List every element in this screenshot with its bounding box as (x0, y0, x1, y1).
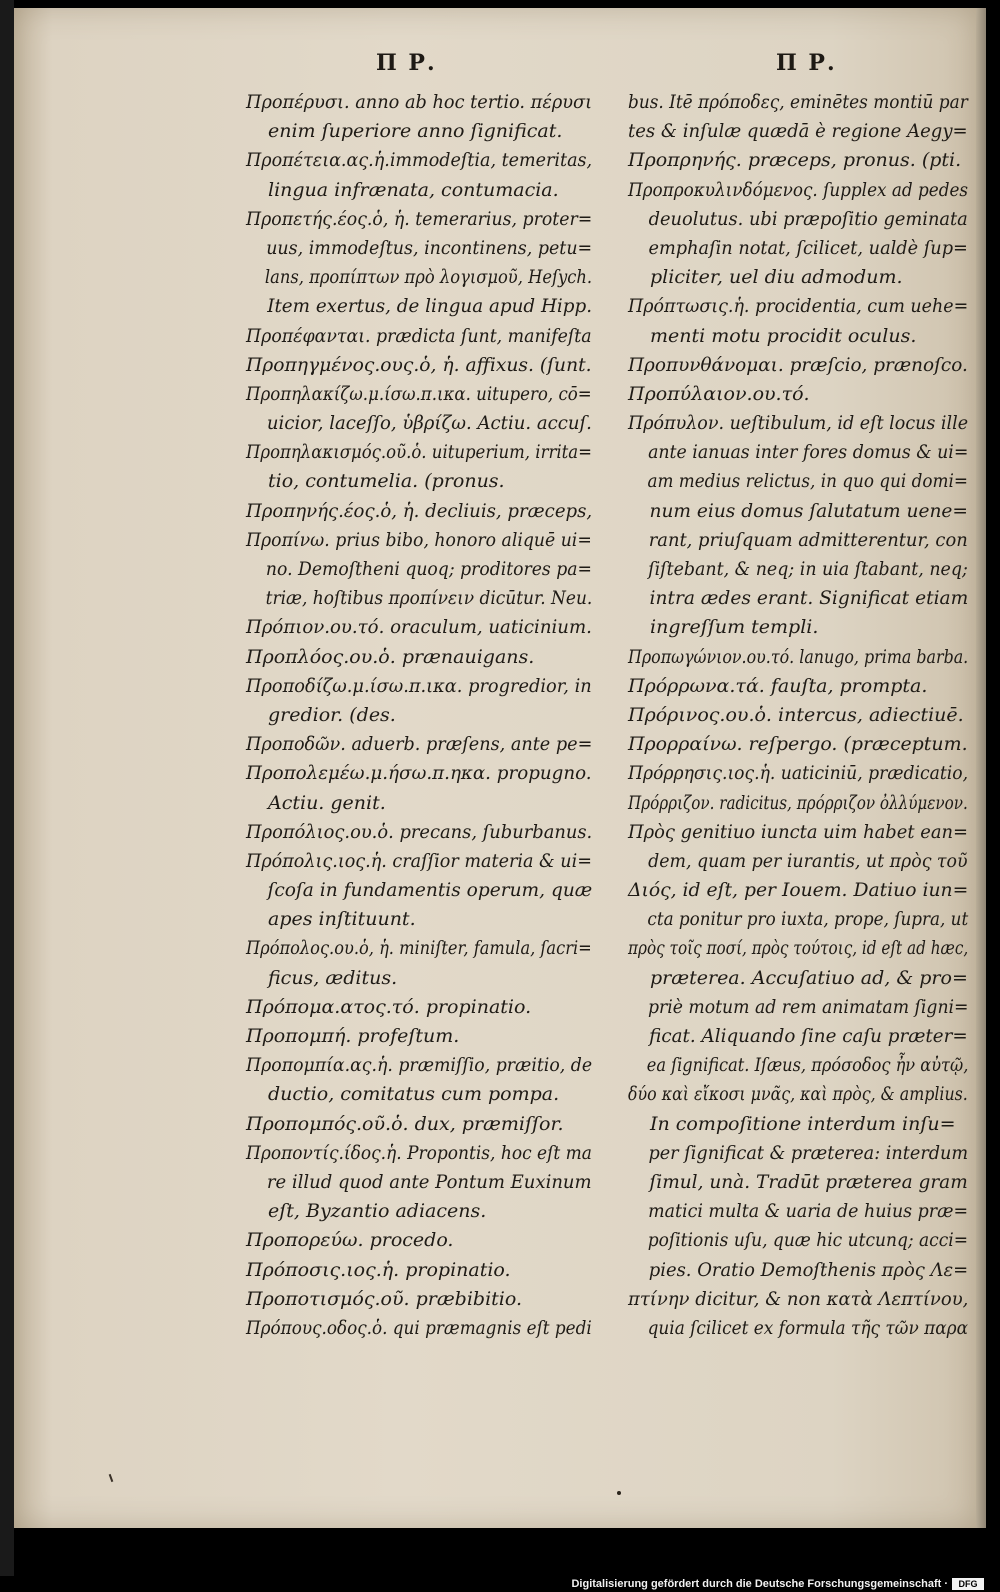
page-edge-right (976, 8, 986, 1528)
text-line: ficus, æditus. (268, 966, 398, 989)
text-line: Προπυνθάνομαι. præſcio, prænoſco. (628, 353, 968, 376)
text-line: pies. Oratio Demoſthenis πρὸς Λε= (648, 1258, 969, 1281)
text-line: Προπορεύω. procedo. (246, 1229, 454, 1252)
text-line: am medius relictus, in quo qui domi= (647, 470, 968, 493)
left-column (246, 88, 592, 1343)
text-line: Actiu. genit. (268, 791, 386, 814)
text-line: Προπηλακίζω.μ.ίσω.π.ικα. uitupero, cō= (246, 382, 592, 405)
running-head-right: Π Ρ. (776, 50, 837, 76)
text-line: ante ianuas inter fores domus & ui= (648, 441, 969, 464)
text-line: tes & inſulæ quædā è regione Aegy= (628, 120, 968, 143)
running-head-left: Π Ρ. (376, 50, 437, 76)
scan-edge-left (0, 0, 14, 1592)
text-line: per ſignificat & præterea: interdum (648, 1141, 969, 1164)
text-line: Πρόρριζον. radicitus, πρόρριζον ὀλλύμενον. (628, 791, 968, 814)
text-line: Πρόπολις.ιος.ἡ. craſſior materia & ui= (246, 849, 592, 872)
text-line: gredior. (des. (268, 703, 396, 726)
text-line: matici multa & uaria de huius præ= (648, 1200, 969, 1223)
text-line: ſcoſa in fundamentis operum, quæ (267, 879, 593, 902)
text-line: Προπομπός.οῦ.ὁ. dux, præmiſſor. (246, 1112, 564, 1135)
text-line: re illud quod ante Pontum Euxinum (266, 1170, 592, 1193)
text-line: Προπύλαιον.ου.τό. (628, 382, 810, 405)
text-line: priè motum ad rem animatam ſigni= (647, 995, 969, 1018)
text-line: lingua infrænata, contumacia. (268, 178, 559, 201)
text-line: dem, quam per iurantis, ut πρὸς τοῦ (648, 849, 968, 872)
text-line: Προποτισμός.οῦ. præbibitio. (246, 1287, 523, 1310)
text-line: Προπομπία.ας.ἡ. præmiſſio, præitio, de (246, 1054, 593, 1077)
text-line: ſiſtebant, & neq; in uia ſtabant, neq; (648, 558, 968, 580)
text-line: Προπηλακισμός.οῦ.ὁ. uituperium, irrita= (246, 441, 592, 464)
text-line: Item exertus, de lingua apud Hipp. (267, 295, 593, 318)
text-line: Προπηνής.έος.ὁ, ἡ. decliuis, præceps, (246, 499, 593, 522)
dfg-logo: DFG (952, 1578, 984, 1590)
text-line: In compoſitione interdum inſu= (650, 1112, 956, 1135)
ink-dot (617, 1491, 621, 1495)
text-line: Διός, id eſt, per Iouem. Datiuo iun= (628, 879, 969, 902)
text-line: Πρόπιον.ου.τό. oraculum, uaticinium. (246, 616, 592, 639)
text-line: Προπετής.έος.ὁ, ἡ. temerarius, proter= (246, 207, 593, 230)
text-line: uicior, laceſſo, ὑβρίζω. Actiu. accuſ. (266, 412, 592, 435)
text-line: πτίνην dicitur, & non κατὰ Λεπτίνου, (628, 1287, 969, 1310)
text-line: Πρόρρησις.ιος.ἡ. uaticiniū, prædicatio, (628, 762, 969, 785)
text-line: triæ, hoſtibus προπίνειν dicūtur. Neu. (265, 587, 593, 610)
text-line: Πρὸς genitiuo iuncta uim habet ean= (628, 820, 969, 843)
text-line: δύο καὶ εἴκοσι μνᾶς, καὶ πρὸς, & amplius. (628, 1083, 968, 1106)
text-line: πρὸς τοῖς ποσί, πρὸς τούτοις, id eſt ad hæc, (628, 937, 969, 960)
text-line: Πρόπυλον. ueſtibulum, id eſt locus ille (628, 412, 969, 435)
text-line: Προπόλιος.ου.ὁ. precans, ſuburbanus. (246, 820, 593, 843)
text-line: lans, προπίπτων πρὸ λογισμοῦ, Heſych. (264, 266, 593, 289)
text-line: ficat. Aliquando ſine caſu præter= (649, 1025, 968, 1047)
text-line: poſitionis uſu, quæ hic utcunq; acci= (647, 1229, 969, 1252)
text-line: Πρόπολος.ου.ὁ, ἡ. miniſter, famula, ſacri= (246, 937, 592, 960)
text-line: Προπωγώνιον.ου.τό. lanugo, prima barba. (628, 645, 969, 668)
text-line: quia ſcilicet ex formula τῆς τῶν παρα (647, 1316, 969, 1339)
text-line: Προπίνω. prius bibo, honoro aliquē ui= (246, 528, 592, 551)
text-line: enim ſuperiore anno ſignificat. (268, 120, 563, 143)
text-line: Πρόρινος.ου.ὁ. intercus, adiectiuē. (628, 703, 964, 726)
text-line: Πρόπομα.ατος.τό. propinatio. (246, 995, 532, 1018)
text-line: deuolutus. ubi præpoſitio geminata (648, 207, 968, 230)
text-line: ingreſſum templi. (650, 616, 819, 639)
text-line: Προπηγμένος.ους.ὁ, ἡ. affixus. (ſunt. (246, 353, 592, 376)
text-line: no. Demoſtheni quoq; proditores pa= (265, 558, 592, 580)
text-line: Προπροκυλινδόμενος. ſupplex ad pedes (628, 178, 969, 201)
text-line: Προρραίνω. reſpergo. (præceptum. (628, 733, 968, 756)
text-line: menti motu procidit oculus. (650, 324, 917, 347)
text-line: Προπομπή. profeſtum. (246, 1025, 460, 1047)
text-line: ea ſignificat. Iſæus, πρόσοδος ἦν αὐτῷ, (646, 1054, 969, 1077)
text-line: pliciter, uel diu admodum. (650, 266, 903, 289)
text-line: rant, priuſquam admitterentur, con (648, 528, 968, 551)
text-line: apes inſtituunt. (268, 908, 416, 931)
text-line: num eius domus ſalutatum uene= (649, 499, 968, 522)
text-line: tio, contumelia. (pronus. (268, 470, 505, 493)
text-line: Πρόρρωνα.τά. fauſta, prompta. (628, 674, 928, 697)
right-column (628, 88, 968, 1343)
text-line: ductio, comitatus cum pompa. (268, 1083, 560, 1106)
text-line: Προποδίζω.μ.ίσω.π.ικα. progredior, in (246, 674, 592, 697)
text-line: eſt, Byzantio adiacens. (268, 1200, 487, 1223)
text-line: bus. Itē πρόποδες, eminētes montiū par (628, 91, 968, 113)
text-line: emphaſin notat, ſcilicet, ualdè ſup= (648, 236, 968, 259)
text-line: Πρόπτωσις.ἡ. procidentia, cum uehe= (628, 295, 969, 318)
text-line: Προπέτεια.ας.ἡ.immodeſtia, temeritas, (246, 149, 593, 172)
text-line: intra ædes erant. Significat etiam (649, 587, 969, 610)
text-line: Προπρηνής. præceps, pronus. (pti. (628, 149, 962, 172)
text-line: Προποδῶν. aduerb. præſens, ante pe= (246, 733, 593, 756)
text-line: Προπολεμέω.μ.ήσω.π.ηκα. propugno. (246, 762, 592, 785)
text-line: Πρόπους.οδος.ὁ. qui præmagnis eſt pedi (246, 1316, 592, 1339)
text-line: Προπλόος.ου.ὁ. prænauigans. (246, 645, 535, 668)
text-line: cta ponitur pro iuxta, prope, ſupra, ut (647, 908, 969, 931)
text-line: præterea. Accuſatiuo ad, & pro= (650, 966, 968, 989)
text-line: Προποντίς.ίδος.ἡ. Propontis, hoc eſt ma (246, 1141, 592, 1164)
footer-credit: Digitalisierung gefördert durch die Deutsche Forschungsgemeinschaft · (571, 1578, 948, 1590)
text-line: uus, immodeſtus, incontinens, petu= (266, 236, 593, 259)
text-line: Προπέρυσι. anno ab hoc tertio. πέρυσι (246, 91, 593, 113)
text-line: Προπέφανται. prædicta ſunt, manifeſta (246, 324, 592, 347)
text-line: ſimul, unà. Tradūt præterea gram (649, 1170, 968, 1193)
text-line: Πρόποσις.ιος.ἡ. propinatio. (246, 1258, 511, 1281)
